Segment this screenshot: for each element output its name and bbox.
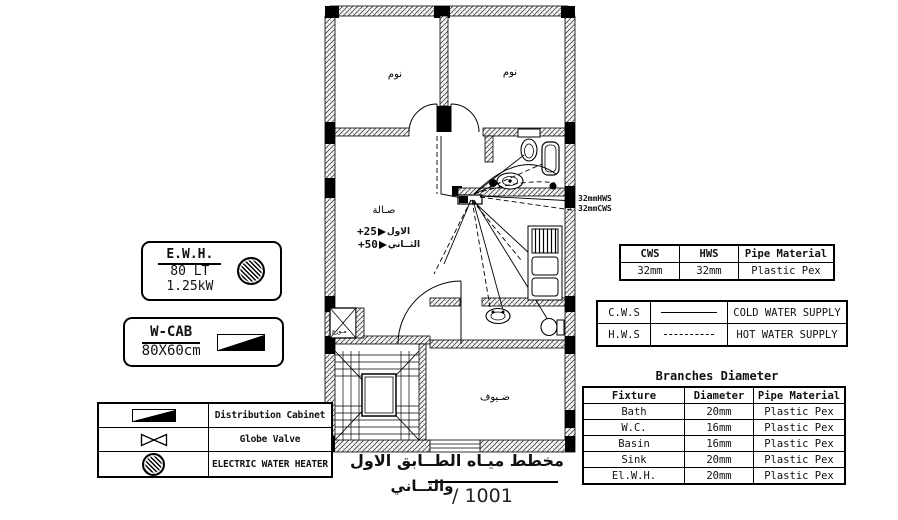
table-row — [620, 263, 834, 281]
column-header: Diameter — [685, 387, 754, 404]
cell: Plastic Pex — [754, 420, 846, 436]
level-value: +50 — [358, 238, 378, 251]
column-header: Pipe Material — [754, 387, 846, 404]
column-header: Fixture — [583, 387, 685, 404]
table-row — [98, 452, 332, 478]
branches-table-title: Branches Diameter — [655, 369, 779, 383]
room-label-living: صـالة — [372, 205, 396, 216]
distribution-cabinet-icon — [132, 409, 176, 422]
cell: 20mm — [685, 468, 754, 485]
pipe-size-notes — [578, 194, 612, 214]
room-label-bedroom-right: نوم — [502, 67, 518, 78]
supply-abbr: H.W.S — [597, 324, 651, 347]
cell: 16mm — [685, 436, 754, 452]
cell: 32mm — [680, 263, 739, 281]
drawing-title-line2: والثــاني — [390, 477, 454, 495]
table-header-row — [620, 245, 834, 263]
level-value: +25 — [357, 225, 377, 238]
cell: W.C. — [583, 420, 685, 436]
branches-diameter-table — [582, 386, 846, 485]
cell: Plastic Pex — [754, 452, 846, 468]
line-sample-cell — [651, 324, 728, 347]
table-row — [583, 468, 845, 485]
sheet-number: / 1001 — [452, 485, 513, 507]
legend-label: ELECTRIC WATER HEATER — [209, 452, 332, 478]
electric-water-heater-icon — [142, 453, 165, 476]
dashed-line-sample — [664, 334, 714, 335]
cell: Plastic Pex — [739, 263, 835, 281]
supply-label: COLD WATER SUPPLY — [728, 301, 848, 324]
cell: 32mm — [620, 263, 680, 281]
toilet-tank — [518, 129, 540, 137]
room-label-bedroom-left: نوم — [387, 69, 403, 80]
cell: Sink — [583, 452, 685, 468]
table-row — [583, 452, 845, 468]
pipe-note-hws: 32mmHWS — [578, 194, 612, 203]
cell: Basin — [583, 436, 685, 452]
cell: Plastic Pex — [754, 468, 846, 485]
ewh-power: 1.25kW — [166, 278, 214, 294]
cabinet-label: مـوزع — [332, 328, 347, 335]
cell: Plastic Pex — [754, 404, 846, 420]
supply-abbr: C.W.S — [597, 301, 651, 324]
ewh-capacity: 80 LT — [170, 264, 210, 280]
table-header-row — [583, 387, 845, 404]
stairs — [335, 351, 419, 440]
room-label-guest: ضـيوف — [480, 392, 510, 403]
electric-water-heater-icon — [237, 257, 265, 285]
ewh-spec-box — [141, 241, 282, 301]
globe-valve-icon — [140, 433, 168, 447]
pipe-note-cws: 32mmCWS — [578, 204, 612, 213]
table-row — [597, 324, 847, 347]
level-floor: الثــاني — [387, 239, 421, 250]
drawing-title-line1: مخطط ميـاه الطــابق الاول — [350, 451, 564, 470]
globe-valve-symbol — [550, 183, 556, 189]
table-row — [597, 301, 847, 324]
wcab-size: 80X60cm — [141, 342, 201, 359]
cell: 20mm — [685, 452, 754, 468]
level-marker-icon — [378, 228, 386, 236]
level-floor: الاول — [386, 226, 411, 237]
table-row — [583, 436, 845, 452]
bathroom-fixtures — [490, 129, 560, 189]
table-row — [98, 403, 332, 428]
symbol-legend-table — [97, 402, 333, 478]
guest-toilet-fixtures — [486, 309, 564, 336]
wcab-spec-box — [123, 317, 284, 367]
level-marker-icon — [379, 241, 387, 249]
cell: Bath — [583, 404, 685, 420]
level-mark-second-floor — [358, 238, 420, 251]
column-header: HWS — [680, 245, 739, 263]
column-header: CWS — [620, 245, 680, 263]
supply-line-legend — [596, 300, 848, 347]
level-mark-first-floor — [357, 225, 410, 238]
table-row — [583, 404, 845, 420]
wcab-title: W-CAB — [142, 325, 200, 343]
cell: 16mm — [685, 420, 754, 436]
mains-pipe-table — [619, 244, 835, 281]
legend-icon-cell — [98, 452, 209, 478]
legend-icon-cell — [98, 428, 209, 452]
table-row — [98, 428, 332, 452]
legend-label: Distribution Cabinet — [209, 403, 332, 428]
cell: 20mm — [685, 404, 754, 420]
supply-label: HOT WATER SUPPLY — [728, 324, 848, 347]
cell: Plastic Pex — [754, 436, 846, 452]
legend-icon-cell — [98, 403, 209, 428]
sink-bowl — [532, 257, 558, 275]
table-row — [583, 420, 845, 436]
entry-door — [398, 281, 461, 344]
legend-label: Globe Valve — [209, 428, 332, 452]
sink-bowl — [532, 278, 558, 296]
distribution-cabinet-icon — [217, 334, 265, 351]
cell: El.W.H. — [583, 468, 685, 485]
column-header: Pipe Material — [739, 245, 835, 263]
line-sample-cell — [651, 301, 728, 324]
ewh-title: E.W.H. — [158, 248, 221, 265]
guest-toilet — [541, 319, 557, 336]
sink-unit — [528, 226, 562, 300]
electric-water-heater-plan — [532, 229, 558, 253]
solid-line-sample — [661, 312, 717, 313]
